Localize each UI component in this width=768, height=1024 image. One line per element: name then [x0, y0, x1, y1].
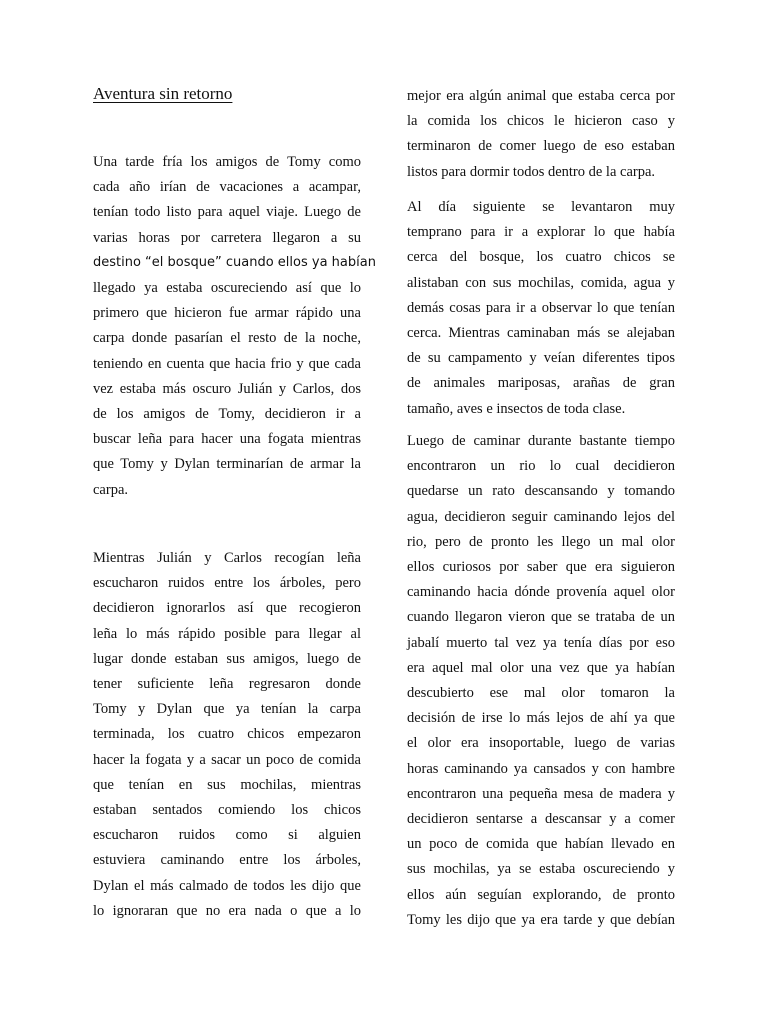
- text-line: lo ignoraran que no era nada o que a lo: [93, 902, 361, 919]
- text-line: terminada, los cuatro chicos empezaron: [93, 726, 361, 743]
- text-line: Mientras Julián y Carlos recogían leña: [93, 550, 361, 566]
- text-line: llegado ya estaba oscureciendo así que lo: [93, 280, 361, 296]
- text-line: sus mochilas, ya se estaba oscureciendo y: [407, 861, 675, 878]
- text-line: jabalí muerto tal vez ya tenía días por eso: [407, 634, 675, 651]
- text-line: Dylan el más calmado de todos les dijo que: [93, 877, 361, 894]
- text-line: demás cosas para ir a observar lo que tenían: [407, 299, 675, 316]
- text-line: cerca del bosque, los cuatro chicos se: [407, 249, 675, 266]
- text-line: Al día siguiente se levantaron muy: [407, 199, 675, 215]
- text-line: mejor era algún animal que estaba cerca por: [407, 88, 675, 104]
- text-line: carpa.: [93, 481, 129, 498]
- text-line: encontraron un rio lo cual decidieron: [407, 458, 675, 475]
- document-title: Aventura sin retorno: [93, 84, 233, 103]
- text-line: vez estaba más oscuro Julián y Carlos, dos: [93, 380, 361, 397]
- text-line: agua, decidieron seguir caminando lejos del: [407, 508, 675, 525]
- text-line: de animales mariposas, arañas de gran: [407, 375, 675, 392]
- text-line: temprano para ir a explorar lo que había: [407, 224, 675, 241]
- text-line: era aquel mal olor una vez que ya habían: [407, 659, 675, 676]
- text-line: lugar donde estaban sus amigos, luego de: [93, 650, 361, 667]
- text-line: escucharon ruidos como si alguien: [93, 827, 361, 844]
- text-line: varias horas por carretera llegaron a su: [93, 229, 361, 246]
- text-line: escucharon ruidos entre los árboles, pero: [93, 575, 361, 592]
- text-line: buscar leña para hacer una fogata mientras: [93, 431, 361, 448]
- text-line: teniendo en cuenta que hacia frio y que cada: [93, 355, 361, 372]
- text-line: carpa donde pasarían el resto de la noche,: [93, 330, 361, 347]
- text-line: Tomy les dijo que ya era tarde y que debían: [407, 911, 675, 928]
- text-line: descubierto ese mal olor tomaron la: [407, 685, 675, 701]
- text-line: decisión de irse lo más lejos de ahí ya que: [407, 710, 675, 727]
- text-line: Luego de caminar durante bastante tiempo: [407, 433, 675, 449]
- text-line: horas caminando ya cansados y con hambre: [407, 760, 675, 777]
- text-line: tenían todo listo para aquel viaje. Luego de: [93, 204, 361, 221]
- text-line: listos para dormir todos dentro de la carpa.: [407, 163, 656, 180]
- text-line: primero que hicieron fue armar rápido una: [93, 305, 361, 322]
- text-line: ellos curiosos por saber que era siguieron: [407, 559, 675, 575]
- text-line: terminaron de comer luego de eso estaban: [407, 138, 675, 155]
- text-line: un poco de comida que habían llevado en: [407, 836, 675, 853]
- text-line: cada año irían de vacaciones a acampar,: [93, 179, 361, 196]
- text-line: la comida los chicos le hicieron caso y: [407, 113, 675, 130]
- text-line: cerca. Mientras caminaban más se alejaban: [407, 325, 675, 341]
- text-line: encontraron una pequeña mesa de madera y: [407, 785, 675, 802]
- text-line: estaban sentados comiendo los chicos: [93, 802, 361, 818]
- text-line: de su campamento y veían diferentes tipos: [407, 350, 675, 367]
- text-line: caminando hacia dónde provenía aquel olor: [407, 584, 675, 601]
- text-line: destino “el bosque” cuando ellos ya habían: [93, 254, 376, 270]
- text-line: estuviera caminando entre los árboles,: [93, 852, 361, 869]
- text-line: alistaban con sus mochilas, comida, agua y: [407, 274, 675, 291]
- text-line: tener suficiente leña regresaron donde: [93, 676, 361, 692]
- text-line: rio, pero de pronto les llego un mal olor: [407, 533, 675, 550]
- text-line: de los amigos de Tomy, decidieron ir a: [93, 406, 361, 422]
- text-line: tamaño, aves e insectos de toda clase.: [407, 400, 626, 417]
- text-line: decidieron ignorarlos así que recogieron: [93, 600, 361, 617]
- text-line: cuando llegaron vieron que se trataba de un: [407, 609, 675, 626]
- text-line: leña lo más rápido posible para llegar al: [93, 625, 361, 642]
- text-line: Tomy y Dylan que ya tenían la carpa: [93, 701, 361, 718]
- text-line: el olor era insoportable, luego de varias: [407, 735, 675, 752]
- text-line: que tenían en sus mochilas, mientras: [93, 776, 361, 793]
- text-line: quedarse un rato descansando y tomando: [407, 483, 675, 500]
- text-line: ellos aún seguían explorando, de pronto: [407, 886, 675, 903]
- text-line: Una tarde fría los amigos de Tomy como: [93, 154, 361, 170]
- text-line: que Tomy y Dylan terminarían de armar la: [93, 456, 361, 473]
- text-line: decidieron sentarse a descansar y a comer: [407, 811, 675, 827]
- text-line: hacer la fogata y a sacar un poco de comida: [93, 751, 361, 768]
